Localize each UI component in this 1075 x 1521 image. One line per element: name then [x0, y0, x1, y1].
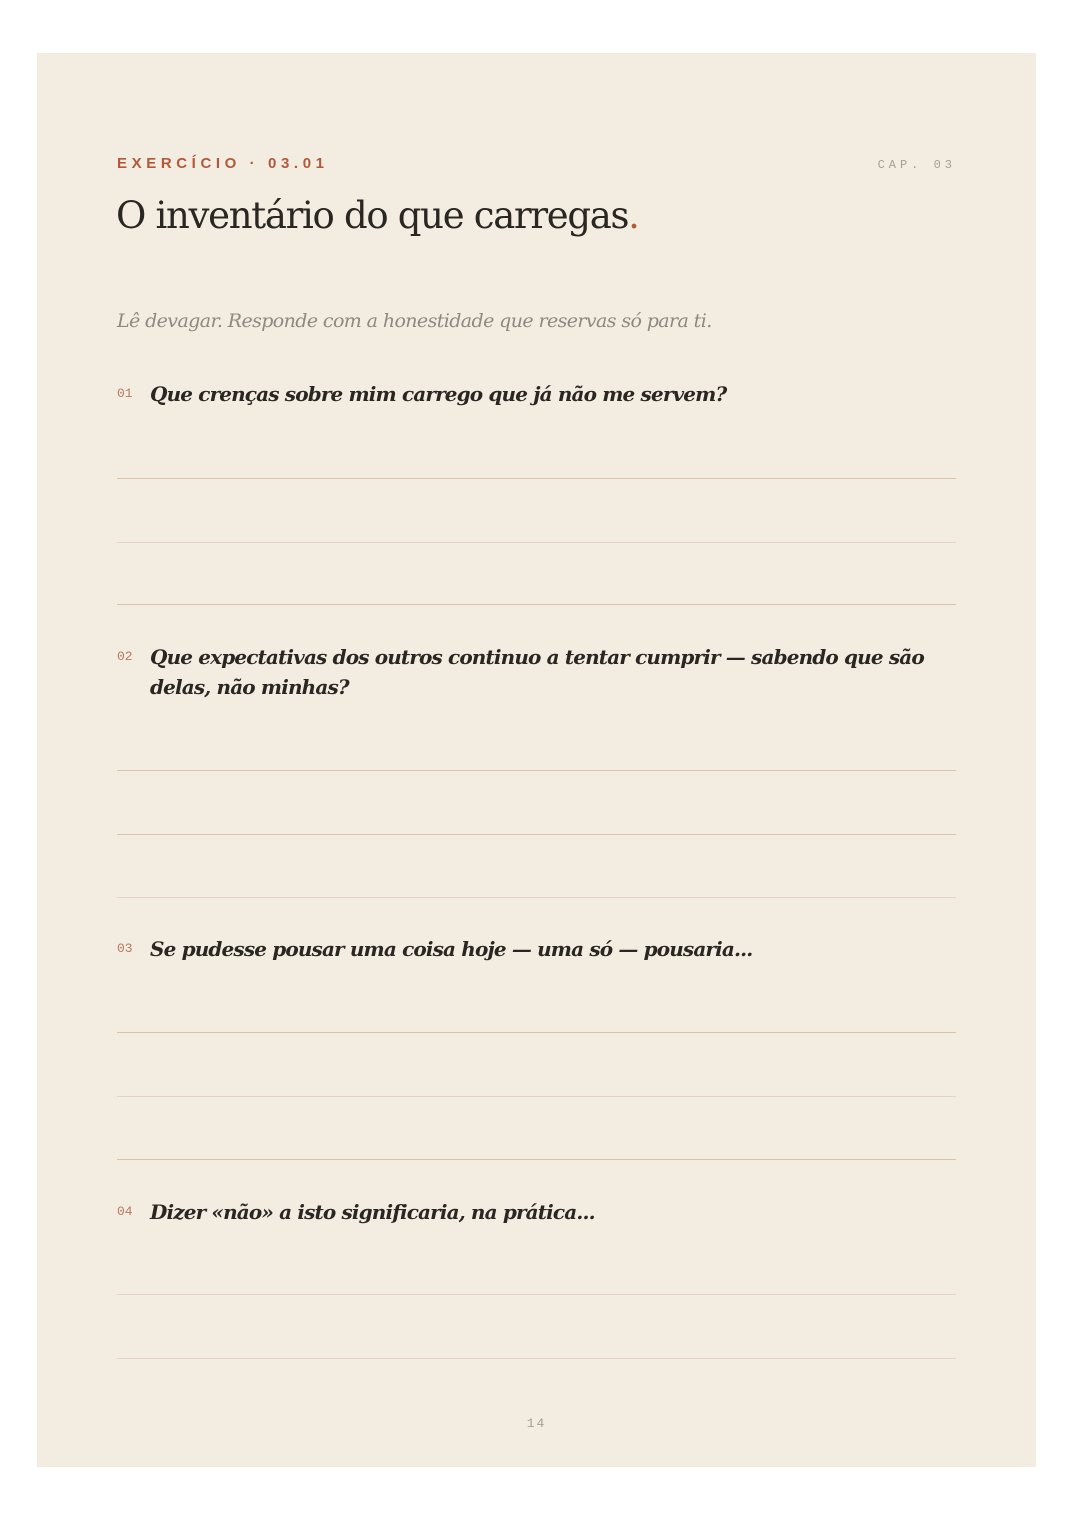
answer-line[interactable] — [117, 1358, 956, 1359]
title-accent-dot: . — [628, 194, 639, 237]
question-text: Dizer «não» a isto significaria, na prática... — [150, 1200, 595, 1224]
answer-line[interactable] — [117, 604, 956, 605]
answer-line[interactable] — [117, 1294, 956, 1295]
intro-text: Lê devagar. Responde com a honestidade que reservas só para ti. — [117, 310, 712, 332]
question-text: Que crenças sobre mim carrego que já não me servem? — [150, 382, 727, 406]
worksheet-page — [37, 53, 1036, 1467]
page-number: 14 — [526, 1416, 547, 1431]
answer-line[interactable] — [117, 770, 956, 771]
exercise-label: EXERCÍCIO · 03.01 — [117, 155, 329, 172]
answer-line[interactable] — [117, 897, 956, 898]
question-number: 03 — [117, 941, 133, 956]
question-number: 04 — [117, 1204, 133, 1219]
question-number: 01 — [117, 386, 133, 401]
question-number: 02 — [117, 649, 133, 664]
answer-line[interactable] — [117, 1096, 956, 1097]
answer-line[interactable] — [117, 542, 956, 543]
answer-line[interactable] — [117, 834, 956, 835]
page-title — [116, 194, 639, 237]
question-text: Que expectativas dos outros continuo a tentar cumprir — sabendo que são delas, não minhas? — [150, 645, 924, 699]
answer-line[interactable] — [117, 1032, 956, 1033]
answer-line[interactable] — [117, 478, 956, 479]
page-title-text: O inventário do que carregas — [116, 194, 629, 237]
chapter-label: CAP. 03 — [877, 158, 956, 172]
question-text: Se pudesse pousar uma coisa hoje — uma só — pousaria... — [150, 937, 753, 961]
answer-line[interactable] — [117, 1159, 956, 1160]
